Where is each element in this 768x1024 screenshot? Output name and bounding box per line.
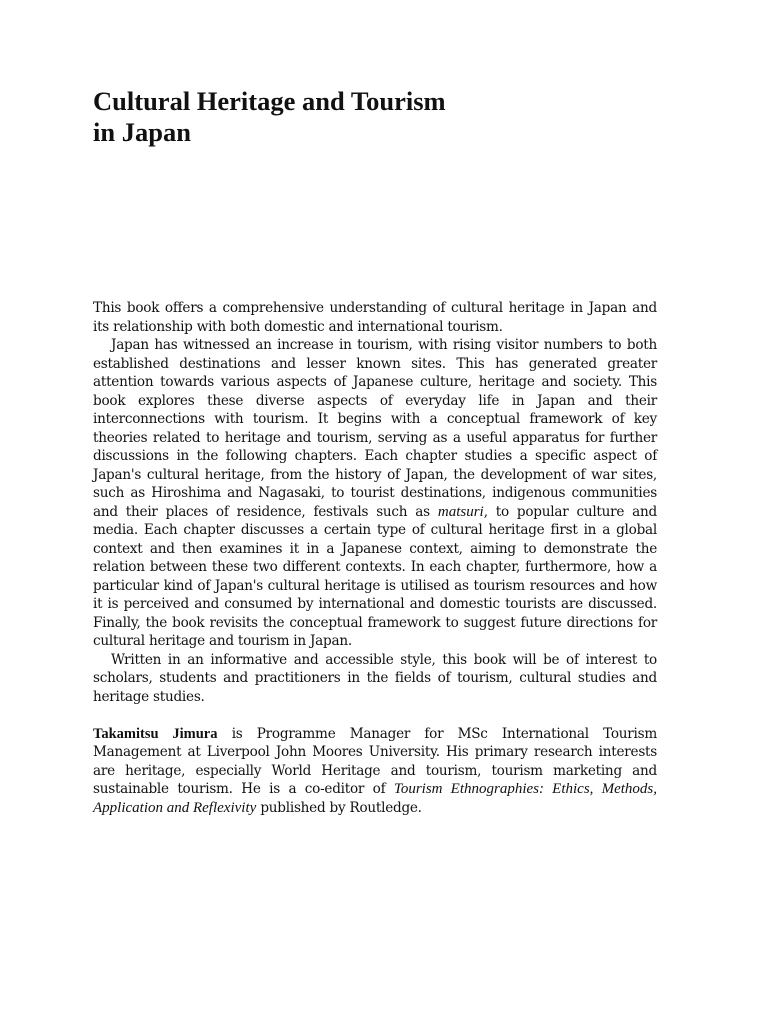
description-paragraph-3	[93, 651, 657, 707]
matsuri-term: matsuri	[437, 503, 484, 520]
book-description	[93, 299, 657, 817]
description-paragraph-1-text: This book offers a comprehensive understanding of cultural heritage in Japan and its relationship with both domestic and international tourism.	[93, 300, 657, 335]
book-title-line-1: Cultural Heritage and Tourism	[93, 86, 446, 116]
description-paragraph-2-text-end: , to popular culture and media. Each chapter discusses a certain type of cultural heritage first in a global context and then examines it in a Japanese context, aiming to demonstrate the relation between these two different contexts. In each chapter, furthermore, how a particular kind of Japan's cultural heritage is utilised as tourism resources and how it is perceived and consumed by international and domestic tourists are discussed. Finally, the book revisits the conceptual framework to suggest future directions for cultural heritage and tourism in Japan.	[93, 503, 657, 649]
author-bio	[93, 725, 657, 818]
edited-book-title: Tourism Ethnographies: Ethics, Methods, Application and Reflexivity	[93, 781, 657, 816]
author-name: Takamitsu Jimura	[93, 725, 218, 742]
author-bio-text-end: published by Routledge.	[256, 799, 422, 816]
description-paragraph-2	[93, 336, 657, 651]
book-title	[93, 86, 446, 148]
description-paragraph-2-text-start: Japan has witnessed an increase in tourism, with rising visitor numbers to both established destinations and lesser known sites. This has generated greater attention towards various aspects of Japanese culture, heritage and society. This book explores these diverse aspects of everyday life in Japan and their interconnections with tourism. It begins with a conceptual framework of key theories related to heritage and tourism, serving as a useful apparatus for further discussions in the following chapters. Each chapter studies a specific aspect of Japan's cultural heritage, from the history of Japan, the development of war sites, such as Hiroshima and Nagasaki, to tourist destinations, indigenous communities and their places of residence, festivals such as	[93, 337, 657, 520]
book-title-line-2: in Japan	[93, 117, 191, 147]
description-paragraph-3-text: Written in an informative and accessible style, this book will be of interest to scholars, students and practitioners in the fields of tourism, cultural studies and heritage studies.	[93, 651, 657, 705]
description-paragraph-1	[93, 299, 657, 336]
author-bio-text-start: is Programme Manager for MSc International Tourism Management at Liverpool John Moores University. His primary research interests are heritage, especially World Heritage and tourism, tourism marketing and sustainable tourism. He is a co-editor of	[93, 725, 658, 797]
